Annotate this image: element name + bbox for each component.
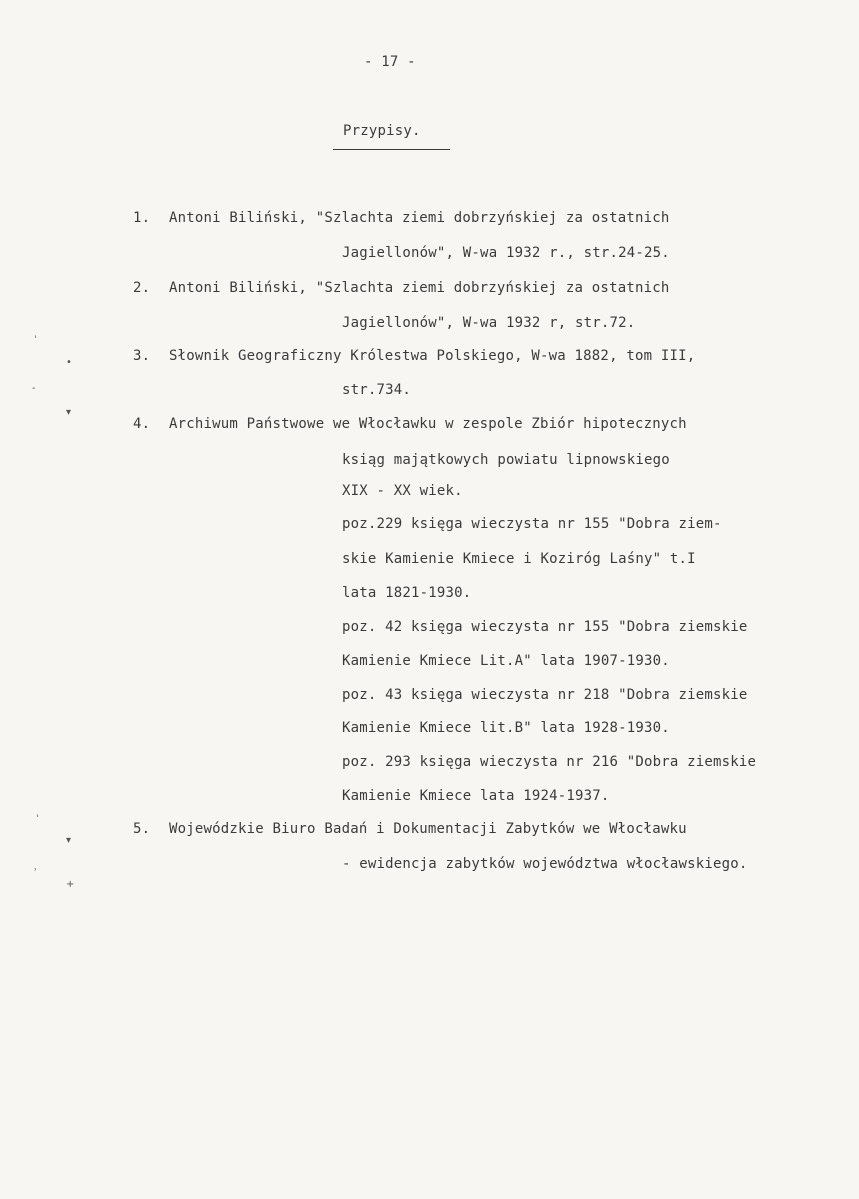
footnote-4-line-10: Kamienie Kmiece lit.B" lata 1928-1930. — [342, 720, 670, 736]
margin-mark: ˈ — [36, 814, 39, 825]
margin-mark: ▾ — [66, 835, 72, 846]
footnote-4-line-6: lata 1821-1930. — [342, 585, 472, 601]
margin-mark: + — [66, 879, 75, 890]
footnote-4-line-11: poz. 293 księga wieczysta nr 216 "Dobra ziemskie — [342, 754, 757, 770]
page-title: Przypisy. — [343, 123, 421, 139]
footnote-2-line-2: Jagiellonów", W-wa 1932 r, str.72. — [342, 315, 636, 331]
margin-mark: ▾ — [66, 407, 72, 418]
footnote-1-line-2: Jagiellonów", W-wa 1932 r., str.24-25. — [342, 245, 670, 261]
footnote-3-line-2: str.734. — [342, 382, 412, 398]
footnote-3-line-1: Słownik Geograficzny Królestwa Polskiego, W-wa 1882, tom III, — [169, 348, 696, 364]
title-underline — [333, 149, 450, 150]
footnote-4-line-12: Kamienie Kmiece lata 1924-1937. — [342, 788, 610, 804]
footnote-4-line-4: poz.229 księga wieczysta nr 155 "Dobra ziem- — [342, 516, 722, 532]
footnote-4-line-1: Archiwum Państwowe we Włocławku w zespole Zbiór hipotecznych — [169, 416, 687, 432]
footnote-2-line-1: Antoni Biliński, "Szlachta ziemi dobrzyńskiej za ostatnich — [169, 280, 670, 296]
footnote-4-number: 4. — [133, 416, 151, 432]
footnote-4-line-8: Kamienie Kmiece Lit.A" lata 1907-1930. — [342, 653, 670, 669]
footnote-5-line-1: Wojewódzkie Biuro Badań i Dokumentacji Zabytków we Włocławku — [169, 821, 687, 837]
footnote-4-line-5: skie Kamienie Kmiece i Koziróg Laśny" t.I — [342, 551, 696, 567]
footnote-5-line-2: - ewidencja zabytków województwa włocławskiego. — [342, 856, 748, 872]
margin-mark: ˈ — [34, 335, 37, 346]
footnote-4-line-7: poz. 42 księga wieczysta nr 155 "Dobra ziemskie — [342, 619, 748, 635]
footnote-1-line-1: Antoni Biliński, "Szlachta ziemi dobrzyńskiej za ostatnich — [169, 210, 670, 226]
footnote-4-line-2: ksiąg majątkowych powiatu lipnowskiego — [342, 452, 670, 468]
footnote-5-number: 5. — [133, 821, 151, 837]
footnote-3-number: 3. — [133, 348, 151, 364]
margin-mark: ˒ — [34, 865, 38, 876]
margin-mark: - — [32, 383, 36, 394]
footnote-4-line-3: XIX - XX wiek. — [342, 483, 463, 499]
page-number: - 17 - — [364, 54, 416, 70]
footnote-4-line-9: poz. 43 księga wieczysta nr 218 "Dobra ziemskie — [342, 687, 748, 703]
margin-mark: • — [66, 357, 72, 368]
footnote-1-number: 1. — [133, 210, 151, 226]
footnote-2-number: 2. — [133, 280, 151, 296]
